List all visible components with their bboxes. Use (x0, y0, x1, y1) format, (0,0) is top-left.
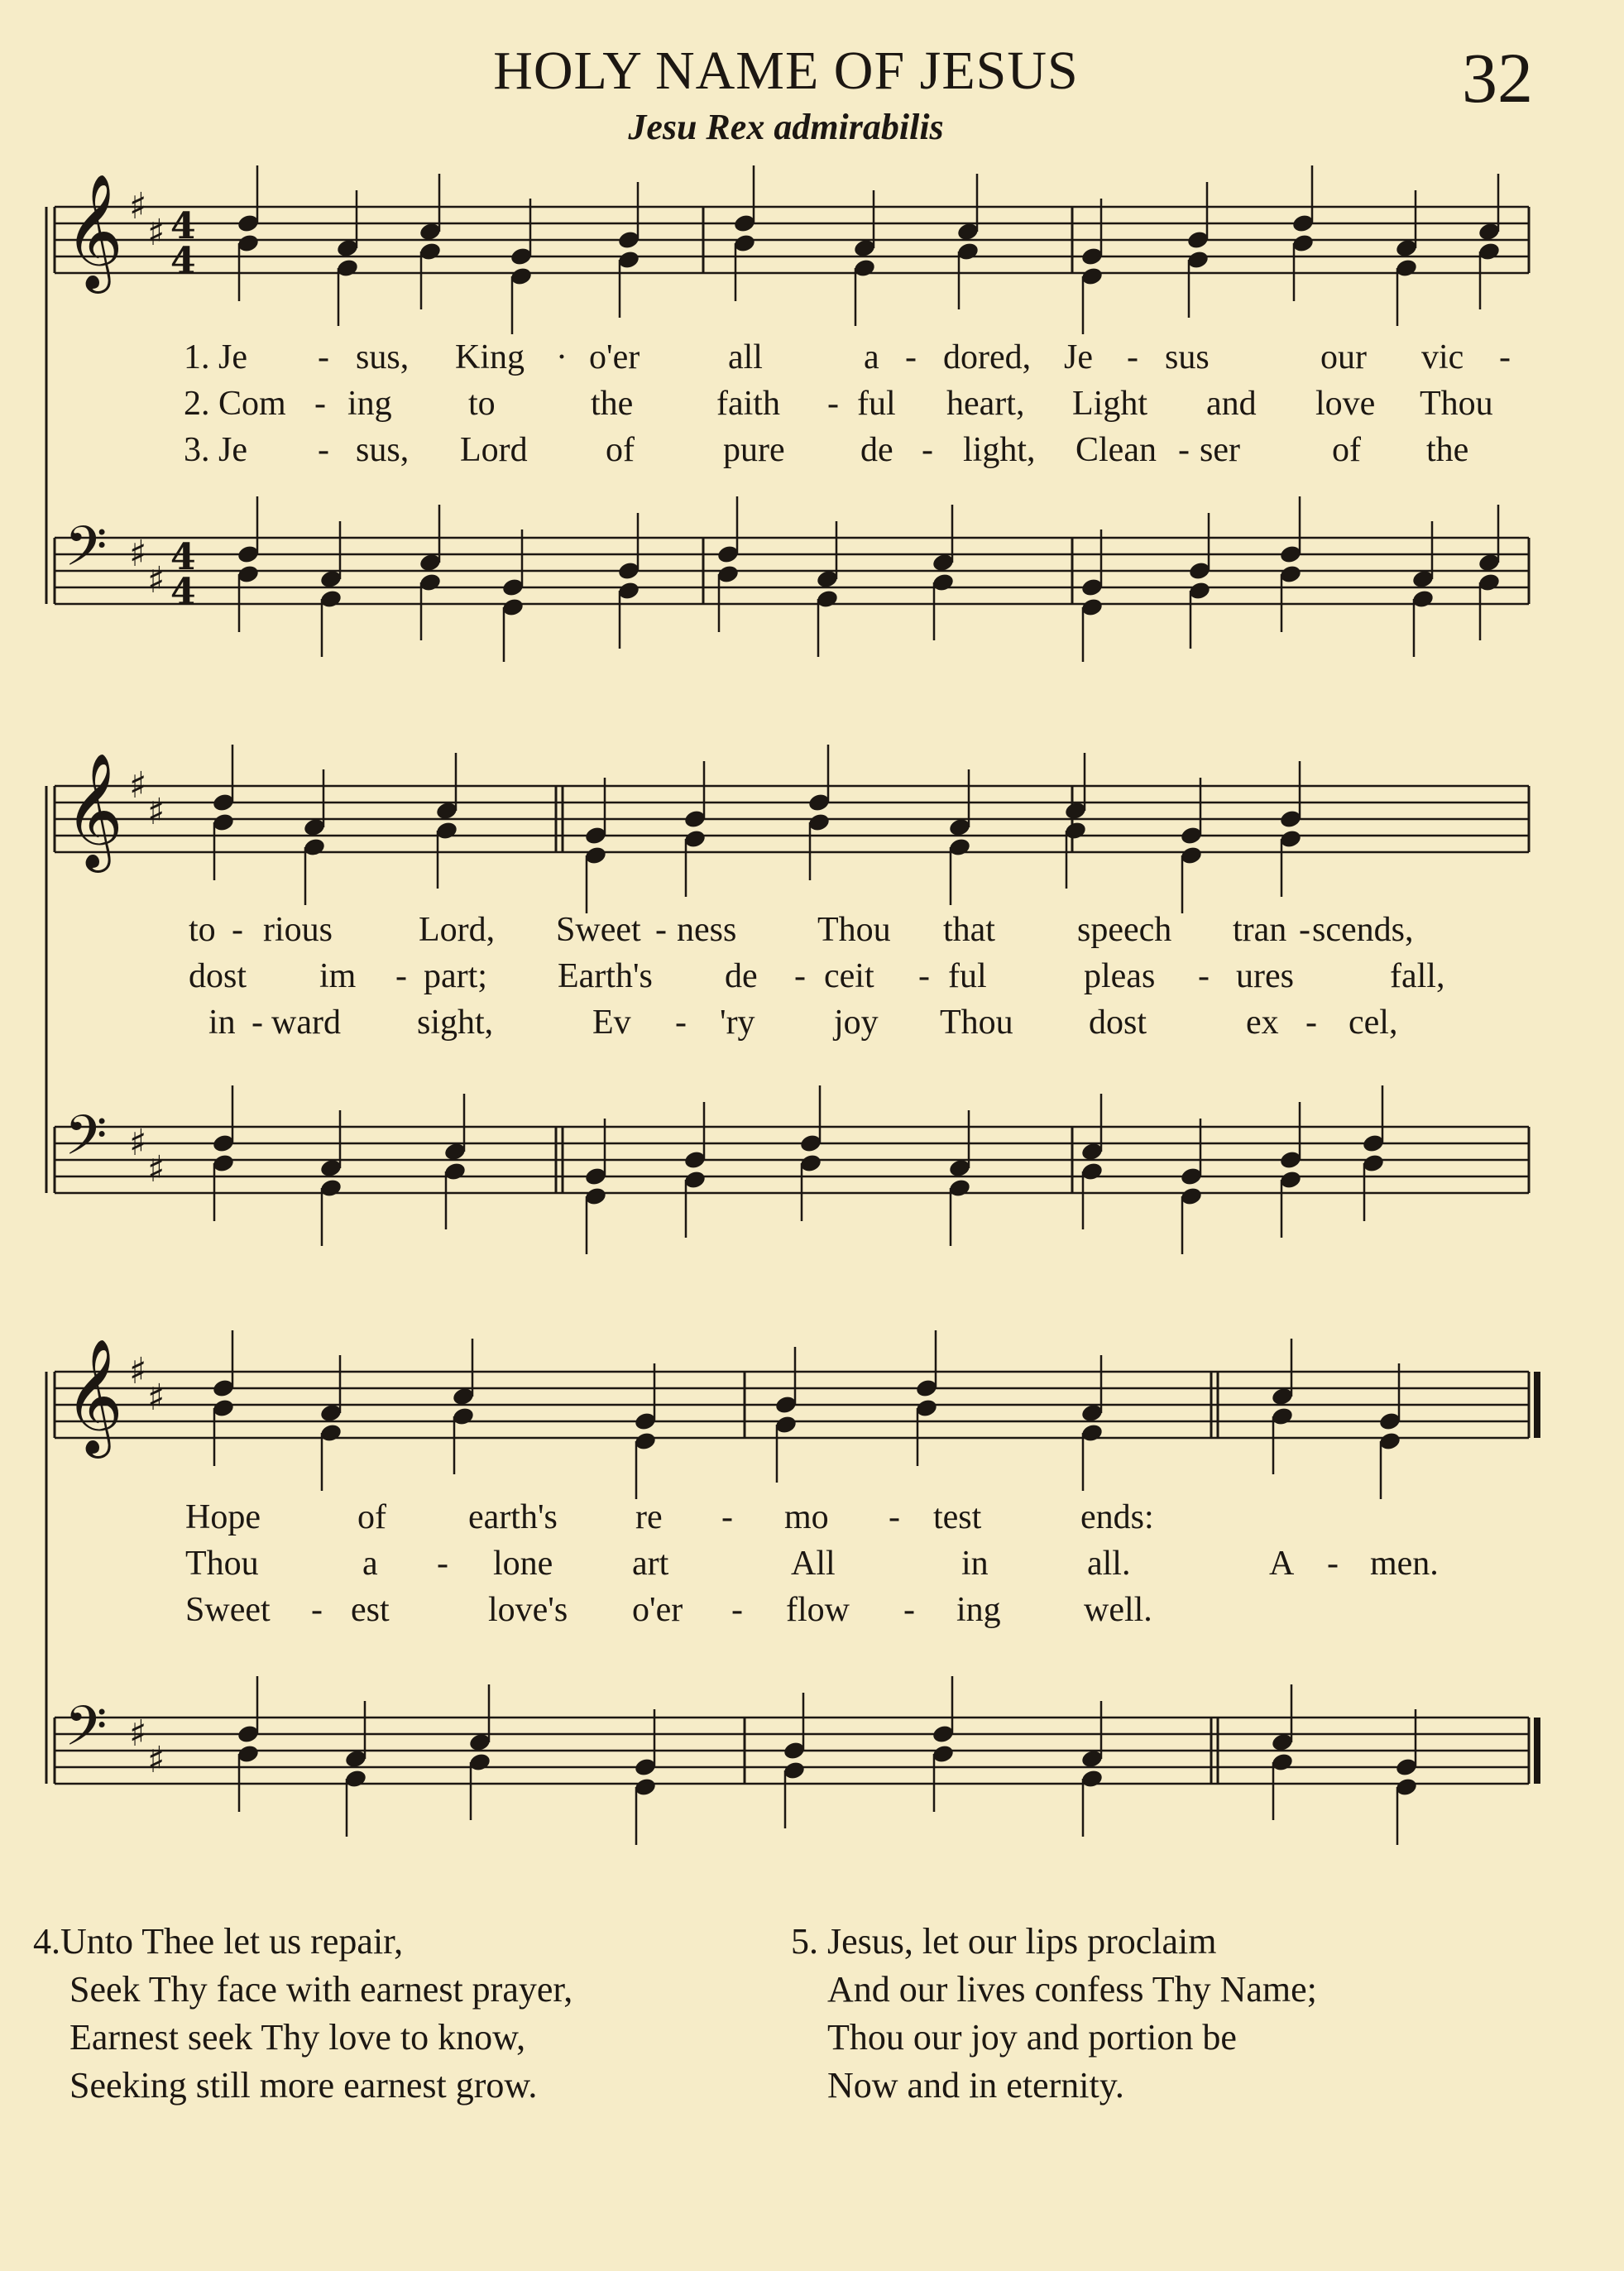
verse-line: Seek Thy face with earnest prayer, (69, 1969, 573, 2010)
treble-clef-icon: 𝄞 (65, 753, 123, 868)
verse-line: 4.Unto Thee let us repair, (33, 1921, 404, 1962)
syllable: sus (1165, 338, 1210, 376)
syllable: art (632, 1545, 669, 1583)
syllable: that (943, 911, 995, 949)
syllable: to (468, 385, 496, 423)
syllable: - (889, 1498, 900, 1536)
note-chord (799, 1085, 823, 1221)
syllable: o'er (632, 1591, 683, 1629)
syllable: of (606, 431, 635, 469)
note-chord (956, 174, 980, 309)
bass-staff (55, 1676, 1540, 1845)
syllable: o'er (589, 338, 640, 376)
syllable: fall, (1390, 957, 1445, 995)
bass-clef-icon: 𝄢 (65, 515, 108, 592)
music-system-1 (0, 165, 1624, 662)
syllable: Light (1072, 385, 1147, 423)
syllable: test (933, 1498, 982, 1536)
note-chord (1271, 1684, 1295, 1820)
note-chord (1080, 1701, 1104, 1837)
syllable: ends: (1080, 1498, 1154, 1536)
syllable: of (357, 1498, 386, 1536)
note-chord (683, 761, 707, 897)
syllable: all (728, 338, 763, 376)
note-chord (816, 521, 840, 657)
note-chord (452, 1339, 476, 1474)
music-system-3 (0, 1324, 1624, 1853)
syllable: and (1206, 385, 1257, 423)
syllable: heart, (946, 385, 1025, 423)
note-chord (1064, 753, 1088, 889)
verse-line: 5. Jesus, let our lips proclaim (791, 1921, 1217, 1962)
syllable: de (860, 431, 893, 469)
note-chord (683, 1102, 707, 1238)
syllable: - (794, 957, 806, 995)
note-chord (212, 1085, 236, 1221)
note-chord (948, 1110, 972, 1246)
syllable: Thou (940, 1004, 1013, 1042)
bass-staff (55, 496, 1529, 662)
syllable: 3. Je (184, 431, 247, 469)
verse-line: Earnest seek Thy love to know, (69, 2017, 526, 2058)
syllable: 1. Je (184, 338, 247, 376)
syllable: Ev (592, 1004, 631, 1042)
note-chord (344, 1701, 368, 1837)
note-chord (1395, 190, 1419, 326)
syllable: - (314, 385, 326, 423)
time-signature-top: 4 (170, 536, 196, 578)
note-chord (584, 1119, 608, 1254)
syllable: - (1499, 338, 1511, 376)
hymn-title: HOLY NAME OF JESUS (493, 41, 1079, 101)
syllable: - (232, 911, 243, 949)
sharp-icon: ♯ (147, 1148, 165, 1191)
syllable: 2. Com (184, 385, 286, 423)
note-chord (1478, 505, 1502, 640)
note-chord (932, 1676, 956, 1812)
syllable: dored, (943, 338, 1032, 376)
syllable: ful (857, 385, 896, 423)
note-chord (501, 529, 525, 662)
syllable: - (1198, 957, 1210, 995)
note-chord (1080, 1355, 1104, 1491)
syllable: 'ry (720, 1004, 755, 1042)
staff-notation-3 (0, 1324, 1624, 1853)
note-chord (774, 1347, 798, 1483)
syllable: well. (1084, 1591, 1152, 1629)
sharp-icon: ♯ (129, 1350, 147, 1392)
sharp-icon: ♯ (129, 185, 147, 228)
syllable: faith (716, 385, 780, 423)
syllable: the (1426, 431, 1469, 469)
note-chord (319, 1110, 343, 1246)
syllable: Thou (1420, 385, 1493, 423)
syllable: tran (1233, 911, 1287, 949)
note-chord (435, 753, 459, 889)
syllable: a (864, 338, 879, 376)
sharp-icon: ♯ (147, 1377, 165, 1419)
bass-clef-icon: 𝄢 (65, 1694, 108, 1771)
syllable: - (1305, 1004, 1317, 1042)
syllable: - (731, 1591, 743, 1629)
sharp-icon: ♯ (147, 559, 165, 601)
note-chord (617, 182, 641, 318)
verse-5 (791, 1918, 1317, 2110)
syllable: men. (1370, 1545, 1439, 1583)
syllable: - (1178, 431, 1190, 469)
note-chord (733, 165, 757, 301)
syllable: · (556, 338, 568, 376)
note-chord (419, 505, 443, 640)
syllable: flow (786, 1591, 850, 1629)
syllable: - (655, 911, 667, 949)
bass-staff (55, 1085, 1529, 1254)
note-chord (634, 1363, 658, 1499)
staff-notation-2 (0, 745, 1624, 1258)
syllable: pure (723, 431, 785, 469)
note-chord (336, 190, 360, 326)
syllable: - (318, 338, 329, 376)
note-chord (716, 496, 740, 632)
syllable: all. (1087, 1545, 1131, 1583)
syllable: earth's (468, 1498, 558, 1536)
syllable: in (208, 1004, 236, 1042)
time-signature-top: 4 (170, 205, 196, 247)
note-chord (1411, 521, 1435, 657)
syllable: ures (1236, 957, 1294, 995)
syllable: A (1269, 1545, 1295, 1583)
note-chord (1186, 182, 1210, 318)
syllable: pleas (1084, 957, 1156, 995)
syllable: Lord (460, 431, 528, 469)
syllable: speech (1077, 911, 1172, 949)
syllable: ex (1246, 1004, 1279, 1042)
treble-staff (55, 745, 1529, 913)
syllable: scends, (1312, 911, 1414, 949)
syllable: sus, (356, 431, 410, 469)
note-chord (237, 496, 261, 632)
note-chord (1080, 529, 1104, 662)
syllable: ness (677, 911, 737, 949)
syllable: Clean (1075, 431, 1157, 469)
time-signature-bottom: 4 (170, 571, 196, 613)
syllable: cel, (1349, 1004, 1398, 1042)
syllable: - (1127, 338, 1138, 376)
syllable: - (318, 431, 329, 469)
music-system-2 (0, 745, 1624, 1258)
verse-line: Seeking still more earnest grow. (69, 2065, 538, 2106)
syllable: Thou (185, 1545, 259, 1583)
syllable: in (961, 1545, 989, 1583)
page-number: 32 (1462, 38, 1533, 117)
verse-line: Thou our joy and portion be (827, 2017, 1237, 2058)
syllable: vic (1421, 338, 1464, 376)
verse-4 (33, 1918, 572, 2110)
syllable: est (351, 1591, 390, 1629)
syllable: Sweet (556, 911, 641, 949)
note-chord (443, 1094, 467, 1229)
syllable: - (1327, 1545, 1339, 1583)
syllable: a (362, 1545, 378, 1583)
syllable: - (311, 1591, 323, 1629)
syllable: Earth's (558, 957, 653, 995)
syllable: ing (347, 385, 392, 423)
treble-staff (55, 1330, 1540, 1499)
note-chord (212, 745, 236, 880)
note-chord (1180, 778, 1204, 913)
syllable: ser (1200, 431, 1240, 469)
syllable: All (791, 1545, 836, 1583)
syllable: rious (263, 911, 333, 949)
note-chord (1478, 174, 1502, 309)
syllable: - (437, 1545, 448, 1583)
sharp-icon: ♯ (129, 533, 147, 575)
syllable: Hope (185, 1498, 261, 1536)
syllable: Sweet (185, 1591, 271, 1629)
note-chord (303, 769, 327, 905)
verse-line: And our lives confess Thy Name; (827, 1969, 1317, 2010)
note-chord (1378, 1363, 1402, 1499)
note-chord (237, 165, 261, 301)
note-chord (237, 1676, 261, 1812)
syllable: dost (189, 957, 247, 995)
syllable: - (721, 1498, 733, 1536)
note-chord (510, 199, 534, 334)
syllable: dost (1089, 1004, 1147, 1042)
syllable: the (591, 385, 634, 423)
syllable: lone (493, 1545, 553, 1583)
note-chord (1188, 513, 1212, 649)
syllable: to (189, 911, 216, 949)
syllable: part; (424, 957, 487, 995)
syllable: ceit (824, 957, 874, 995)
note-chord (1279, 761, 1303, 897)
note-chord (634, 1709, 658, 1845)
syllable: ful (948, 957, 987, 995)
note-chord (1362, 1085, 1386, 1221)
note-chord (212, 1330, 236, 1466)
syllable: - (903, 1591, 915, 1629)
note-chord (319, 521, 343, 657)
note-chord (853, 190, 877, 326)
treble-clef-icon: 𝄞 (65, 1339, 123, 1454)
syllable: ward (271, 1004, 341, 1042)
verse-line: Now and in eternity. (827, 2065, 1124, 2106)
sharp-icon: ♯ (147, 791, 165, 833)
syllable: of (1332, 431, 1361, 469)
syllable: our (1320, 338, 1367, 376)
note-chord (419, 174, 443, 309)
note-chord (319, 1355, 343, 1491)
note-chord (1395, 1709, 1419, 1845)
syllable: ing (956, 1591, 1001, 1629)
hymn-subtitle: Jesu Rex admirabilis (628, 107, 944, 147)
syllable: Lord, (419, 911, 496, 949)
syllable: re (635, 1498, 663, 1536)
syllable: mo (784, 1498, 829, 1536)
syllable: King (455, 338, 525, 376)
syllable: joy (834, 1004, 879, 1042)
syllable: - (675, 1004, 687, 1042)
note-chord (1080, 199, 1104, 334)
syllable: - (918, 957, 930, 995)
syllable: love's (488, 1591, 568, 1629)
sharp-icon: ♯ (129, 1713, 147, 1755)
time-signature-bottom: 4 (170, 240, 196, 282)
sharp-icon: ♯ (129, 764, 147, 807)
syllable: de (725, 957, 758, 995)
treble-staff (55, 165, 1529, 334)
note-chord (948, 769, 972, 905)
note-chord (932, 505, 956, 640)
note-chord (1279, 496, 1303, 632)
syllable: im (319, 957, 357, 995)
sharp-icon: ♯ (129, 1122, 147, 1164)
sharp-icon: ♯ (147, 212, 165, 254)
note-chord (468, 1684, 492, 1820)
sharp-icon: ♯ (147, 1739, 165, 1781)
note-chord (1080, 1094, 1104, 1229)
note-chord (915, 1330, 939, 1466)
note-chord (1291, 165, 1315, 301)
syllable: sus, (356, 338, 410, 376)
syllable: - (905, 338, 917, 376)
treble-clef-icon: 𝄞 (65, 174, 123, 289)
syllable: love (1315, 385, 1376, 423)
syllable: Je (1064, 338, 1093, 376)
syllable: - (395, 957, 407, 995)
syllable: - (922, 431, 933, 469)
note-chord (1271, 1339, 1295, 1474)
note-chord (617, 513, 641, 649)
syllable: - (1299, 911, 1310, 949)
note-chord (783, 1693, 807, 1828)
syllable: - (252, 1004, 263, 1042)
note-chord (584, 778, 608, 913)
bass-clef-icon: 𝄢 (65, 1104, 108, 1181)
note-chord (807, 745, 831, 880)
syllable: Thou (817, 911, 891, 949)
note-chord (1279, 1102, 1303, 1238)
note-chord (1180, 1119, 1204, 1254)
syllable: light, (963, 431, 1036, 469)
syllable: - (827, 385, 839, 423)
syllable: sight, (417, 1004, 494, 1042)
